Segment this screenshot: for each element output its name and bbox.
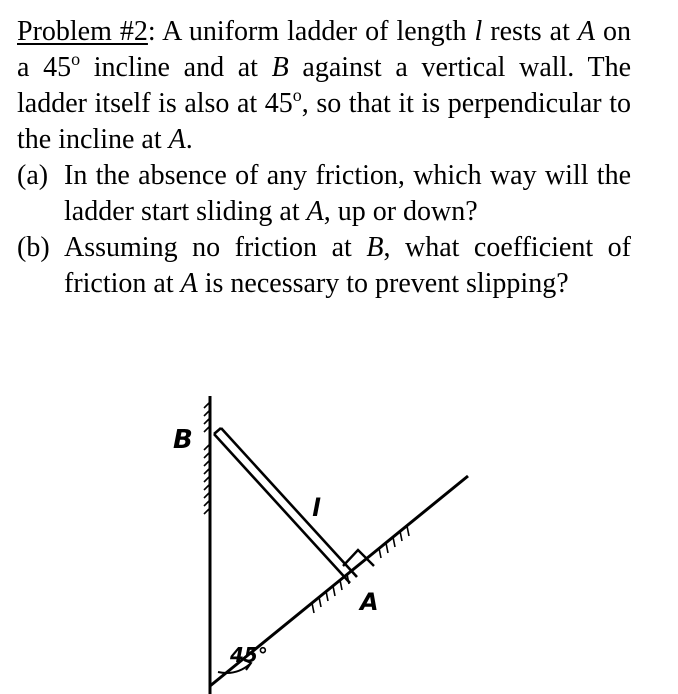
intro-text-4: incline and at [80, 52, 272, 83]
label-A: A [360, 588, 379, 616]
degree-mark-1: o [71, 49, 81, 69]
part-b-text-1: Assuming no friction at [64, 232, 367, 263]
part-b-text-2: , what coefficient of friction at [64, 232, 631, 299]
angle-label: 45° [230, 643, 268, 667]
part-a-text-1: In the absence of any friction, which way will the ladder start sliding at [64, 160, 631, 227]
var-A-2: A [168, 124, 186, 155]
degree-mark-2: o [292, 85, 302, 105]
part-b-var-A: A [180, 268, 198, 299]
intro-text-2: rests at [482, 16, 578, 47]
part-b-var-B: B [366, 232, 384, 263]
var-B: B [271, 52, 289, 83]
part-b-label: (b) [17, 232, 50, 263]
part-a-var-A: A [306, 196, 324, 227]
var-l: l [474, 16, 483, 47]
problem-title: Problem #2 [17, 16, 148, 47]
intro-text-5: against a vertical wall. The ladder itself is also at 45 [17, 52, 632, 119]
intro-text-3: on a 45 [17, 16, 632, 83]
label-l: l [312, 494, 321, 522]
part-b-text-3: is necessary to prevent slipping? [197, 268, 569, 299]
intro-text-7: . [185, 124, 193, 155]
label-B: B [173, 425, 193, 455]
intro-text-6: , so that it is perpendicular to the incline at [17, 88, 631, 155]
part-a-text-2: , up or down? [323, 196, 478, 227]
intro-text-1: : A uniform ladder of length [147, 16, 475, 47]
var-A: A [577, 16, 595, 47]
ladder [214, 428, 357, 583]
part-a-label: (a) [17, 160, 49, 191]
